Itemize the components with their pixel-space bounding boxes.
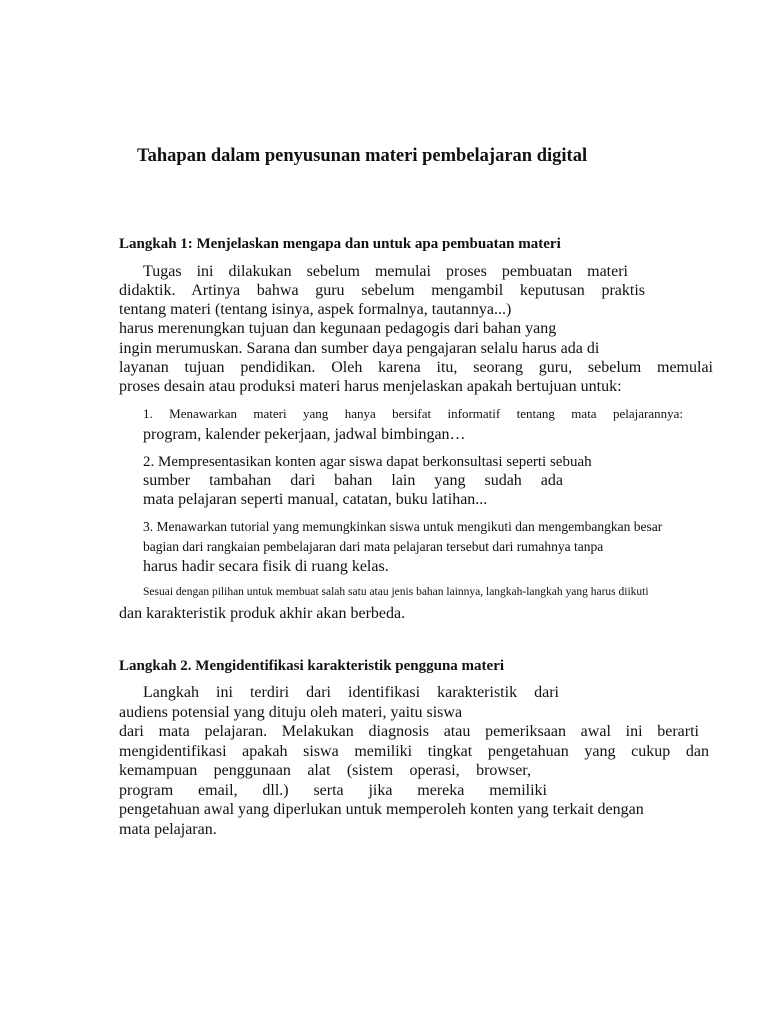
step2-para-line: kemampuan penggunaan alat (sistem operasi, browser, <box>119 762 531 779</box>
step1-closing-line: Sesuai dengan pilihan untuk membuat salah satu atau jenis bahan lainnya, langkah-langkah yang harus diikuti <box>143 586 649 598</box>
step2-para-line: audiens potensial yang dituju oleh materi, yaitu siswa <box>119 704 463 721</box>
step1-item2-line: mata pelajaran seperti manual, catatan, buku latihan... <box>143 491 488 508</box>
step1-item1-line: 1. Menawarkan materi yang hanya bersifat informatif tentang mata pelajarannya: <box>143 406 683 421</box>
step2-para-line: mengidentifikasi apakah siswa memiliki tingkat pengetahuan yang cukup dan <box>119 743 709 760</box>
step1-item2-line: sumber tambahan dari bahan lain yang sudah ada <box>143 472 563 489</box>
step2-para-line: dari mata pelajaran. Melakukan diagnosis atau pemeriksaan awal ini berarti <box>119 723 699 740</box>
step1-para-line: ingin merumuskan. Sarana dan sumber daya pengajaran selalu harus ada di <box>119 340 600 357</box>
step1-closing-line: dan karakteristik produk akhir akan berbeda. <box>119 605 406 622</box>
step1-item3-line: harus hadir secara fisik di ruang kelas. <box>143 558 389 575</box>
step1-item3-line: 3. Menawarkan tutorial yang memungkinkan siswa untuk mengikuti dan mengembangkan besar <box>143 519 663 534</box>
step1-para-line: proses desain atau produksi materi harus menjelaskan apakah bertujuan untuk: <box>119 378 622 395</box>
step1-para-line: Tugas ini dilakukan sebelum memulai proses pembuatan materi <box>143 263 628 280</box>
step1-para-line: tentang materi (tentang isinya, aspek formalnya, tautannya...) <box>119 301 512 318</box>
step2-heading: Langkah 2. Mengidentifikasi karakteristik pengguna materi <box>119 658 505 674</box>
step1-heading: Langkah 1: Menjelaskan mengapa dan untuk apa pembuatan materi <box>119 236 561 252</box>
step2-para-line: Langkah ini terdiri dari identifikasi karakteristik dari <box>143 684 559 701</box>
step1-para-line: layanan tujuan pendidikan. Oleh karena itu, seorang guru, sebelum memulai <box>119 359 713 376</box>
step1-para-line: didaktik. Artinya bahwa guru sebelum mengambil keputusan praktis <box>119 282 645 299</box>
step1-para-line: harus merenungkan tujuan dan kegunaan pedagogis dari bahan yang <box>119 320 557 337</box>
step2-para-line: program email, dll.) serta jika mereka memiliki <box>119 782 547 799</box>
step1-item2-line: 2. Mempresentasikan konten agar siswa dapat berkonsultasi seperti sebuah <box>143 454 592 470</box>
step2-para-line: pengetahuan awal yang diperlukan untuk memperoleh konten yang terkait dengan <box>119 801 644 818</box>
step1-item3-line: bagian dari rangkaian pembelajaran dari mata pelajaran tersebut dari rumahnya tanpa <box>143 539 604 554</box>
document-title: Tahapan dalam penyusunan materi pembelajaran digital <box>137 146 588 166</box>
step2-para-line: mata pelajaran. <box>119 821 217 838</box>
step1-item1-line: program, kalender pekerjaan, jadwal bimbingan… <box>143 426 466 443</box>
